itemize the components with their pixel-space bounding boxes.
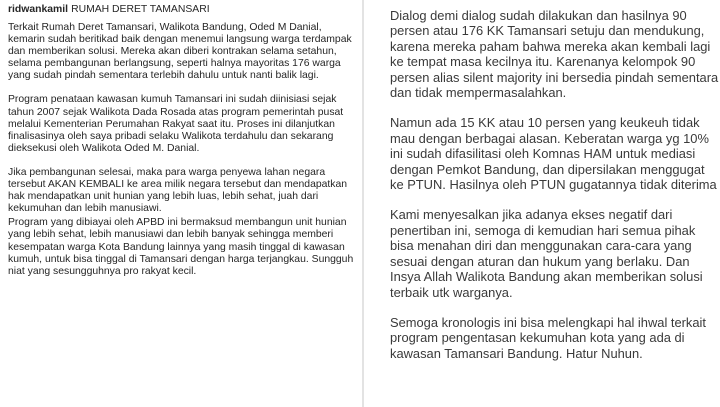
caption-paragraph-2: Program penataan kawasan kumuh Tamansari ini sudah diinisiasi sejak tahun 2007 sejak Walikota Dada Rosada atas program pemerintah pusat melalui Kementerian Perumahan Rakyat saat itu. Proses ini dilanjutkan finalisasinya oleh saya pribadi selaku Walikota terdahulu dan sekarang dieksekusi oleh Walikota Oded M. Danial.: [8, 94, 344, 154]
caption-paragraph-4: Program yang dibiayai oleh APBD ini bermaksud membangun unit hunian yang lebih sehat, lebih manusiawi dan lebih banyak sehingga memberi kesempatan warga Kota Bandung lainnya yang masih tinggal di kawasan kumuh, untuk bisa tinggal di Tamansari dengan harga terjangkau. Sungguh niat yang sesungguhnya pro rakyat kecil.: [8, 217, 354, 277]
caption-paragraph-1: Terkait Rumah Deret Tamansari, Walikota Bandung, Oded M Danial, kemarin sudah beritikad baik dengan menemui langsung warga terdampak dan memberikan solusi. Mereka akan diberi kontrakan selama setahun, selama pembangunan berlangsung, seperti halnya mayoritas 176 warga yang sudah pindah sementara terlebih dahulu untuk nanti balik lagi.: [8, 22, 352, 82]
username-link[interactable]: ridwankamil: [8, 4, 69, 15]
caption-paragraph-7: Kami menyesalkan jika adanya ekses negatif dari penertiban ini, semoga di kemudian hari semua pihak bisa menahan diri dan menggunakan cara-cara yang sesuai dengan aturan dan hukum yang berlaku. Dan Insya Allah Walikota Bandung akan memberikan solusi terbaik utk warganya.: [390, 207, 703, 300]
caption-paragraph-6: Namun ada 15 KK atau 10 persen yang keukeuh tidak mau dengan berbagai alasan. Keberatan warga yg 10% ini sudah difasilitasi oleh Komnas HAM untuk mediasi dengan Pemkot Bandung, dan dipersilakan menggugat ke PTUN. Hasilnya oleh PTUN gugatannya tidak diterima: [390, 115, 717, 193]
caption-paragraph-3: Jika pembangunan selesai, maka para warga penyewa lahan negara tersebut AKAN KEMBALI ke area milik negara tersebut dan mendapatkan hak mendapatkan unit hunian yang lebih luas, lebih sehat, juah dari kekumuhan dan lebih manusiawi.: [8, 166, 348, 215]
caption-header: [8, 4, 355, 16]
right-caption-panel: [364, 0, 720, 407]
caption-title: RUMAH DERET TAMANSARI: [71, 4, 210, 15]
caption-paragraph-5: Dialog demi dialog sudah dilakukan dan hasilnya 90 persen atau 176 KK Tamansari setuju dan mendukung, karena mereka paham bahwa mereka akan kembali lagi ke tempat masa kecilnya itu. Karenanya kelompok 90 persen alias silent majority ini bersedia pindah sementara dan tidak mempermasalahkan.: [390, 8, 719, 101]
caption-paragraph-8: Semoga kronologis ini bisa melengkapi hal ihwal terkait program pengentasan kekumuhan kota yang ada di kawasan Tamansari Bandung. Hatur Nuhun.: [390, 314, 706, 361]
